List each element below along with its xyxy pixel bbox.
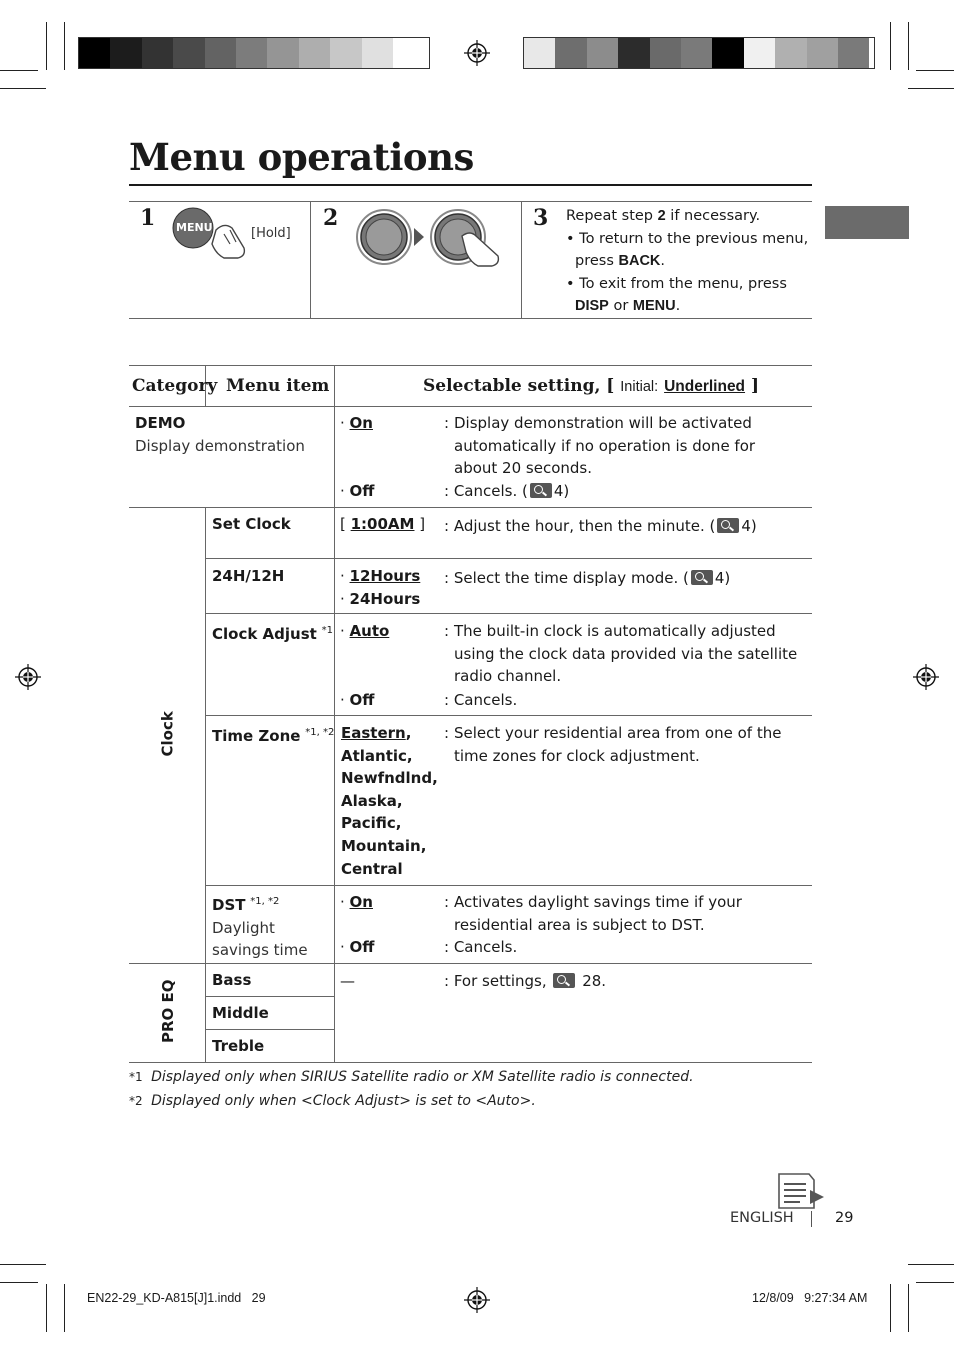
- demo-category: DEMO Display demonstration: [135, 414, 305, 455]
- time-zone-item: Time Zone $^{*1, *2}$: [212, 727, 335, 745]
- clock-adjust-off: · Off: [340, 691, 375, 709]
- clock-adjust-auto-desc: : The built-in clock is automatically adjusted using the clock data provided via the satellite radio channel.: [444, 622, 798, 686]
- step-3-text: Repeat step 2 if necessary. • To return to the previous menu, press BACK. • To exit from the menu, press DISP or MENU.: [566, 208, 809, 314]
- set-clock-item: Set Clock: [212, 515, 291, 533]
- steps-bottom-rule: [129, 318, 812, 319]
- magnifier-icon: [553, 973, 575, 988]
- dst-on-desc: : Activates daylight savings time if your residential area is subject to DST.: [444, 893, 742, 934]
- crop-mark: [908, 1284, 909, 1332]
- color-swatch: [205, 38, 236, 68]
- step-3-number: 3: [533, 205, 549, 231]
- dst-item: DST $^{*1, *2}$ Daylight savings time: [212, 896, 308, 960]
- color-swatch: [79, 38, 110, 68]
- crop-mark: [0, 88, 46, 89]
- crop-mark: [916, 70, 954, 71]
- color-swatch: [362, 38, 393, 68]
- registration-mark-icon: [464, 40, 490, 66]
- table-row-rule: [129, 507, 812, 508]
- color-swatch: [712, 38, 743, 68]
- table-row-rule: [205, 885, 812, 886]
- table-row-rule: [129, 963, 812, 964]
- color-swatch: [807, 38, 838, 68]
- crop-mark: [890, 22, 891, 70]
- set-clock-value: [ 1:00AM ]: [340, 515, 426, 533]
- menu-button-label: MENU: [176, 221, 213, 234]
- crop-mark: [908, 22, 909, 70]
- page-language: ENGLISH: [730, 1210, 794, 1226]
- table-row-rule: [205, 613, 812, 614]
- color-swatch: [555, 38, 586, 68]
- document-continue-icon: [776, 1172, 826, 1212]
- eq-bass-item: Bass: [212, 971, 252, 989]
- table-row-rule: [205, 715, 812, 716]
- table-header-rule: [129, 406, 812, 407]
- table-bottom-rule: [129, 1062, 812, 1063]
- crop-mark: [0, 70, 38, 71]
- color-swatch: [110, 38, 141, 68]
- hold-label: [Hold]: [251, 226, 291, 241]
- eq-middle-item: Middle: [212, 1004, 269, 1022]
- registration-mark-icon: [913, 664, 939, 690]
- crop-mark: [64, 22, 65, 70]
- color-swatch: [299, 38, 330, 68]
- crop-mark: [890, 1284, 891, 1332]
- crop-mark: [908, 88, 954, 89]
- color-swatch: [236, 38, 267, 68]
- table-col-rule: [334, 365, 335, 1062]
- control-dial-icon: [352, 206, 512, 270]
- registration-mark-icon: [464, 1287, 490, 1313]
- magnifier-icon: [691, 570, 713, 585]
- color-calibration-bar-right: [523, 37, 875, 69]
- hour-format-desc: : Select the time display mode. ( 4): [444, 569, 731, 587]
- steps-divider: [310, 201, 311, 318]
- category-pro-eq: PRO EQ: [159, 979, 177, 1043]
- table-row-rule: [205, 1029, 334, 1030]
- magnifier-icon: [717, 518, 739, 533]
- set-clock-desc: : Adjust the hour, then the minute. ( 4): [444, 517, 757, 535]
- crop-mark: [0, 1264, 46, 1265]
- color-swatch: [775, 38, 806, 68]
- hour-format-item: 24H/12H: [212, 567, 285, 585]
- registration-mark-icon: [15, 664, 41, 690]
- header-menu-item: Menu item: [226, 376, 330, 396]
- steps-top-rule: [129, 201, 812, 202]
- page-number: 29: [835, 1210, 854, 1226]
- color-swatch: [267, 38, 298, 68]
- header-setting: Selectable setting, [ Initial: Underlined ]: [423, 376, 759, 396]
- color-swatch: [330, 38, 361, 68]
- clock-adjust-item: Clock Adjust $^{*1}$: [212, 625, 333, 643]
- crop-mark: [0, 1282, 38, 1283]
- color-swatch: [681, 38, 712, 68]
- table-col-rule: [205, 507, 206, 1062]
- color-swatch: [587, 38, 618, 68]
- color-swatch: [618, 38, 649, 68]
- menu-button-icon: [172, 208, 216, 250]
- color-swatch: [744, 38, 775, 68]
- demo-off-option: · Off: [340, 482, 375, 500]
- footer-separator: [811, 1211, 812, 1227]
- crop-mark: [46, 22, 47, 70]
- dst-on-option: · On: [340, 893, 373, 911]
- crop-mark: [908, 1264, 954, 1265]
- color-swatch: [393, 38, 424, 68]
- color-swatch: [142, 38, 173, 68]
- page-title: Menu operations: [129, 135, 474, 179]
- table-row-rule: [205, 996, 334, 997]
- hour-format-options: · 12Hours · 24Hours: [340, 567, 421, 608]
- header-category: Category: [132, 376, 218, 396]
- demo-off-desc: : Cancels. ( 4): [444, 482, 570, 500]
- eq-dash: —: [340, 972, 355, 990]
- step-2-number: 2: [323, 205, 339, 231]
- table-top-rule: [129, 365, 812, 366]
- dst-off-option: · Off: [340, 938, 375, 956]
- crop-mark: [64, 1284, 65, 1332]
- section-tab: [825, 206, 909, 239]
- slug-timestamp: 12/8/09 9:27:34 AM: [752, 1291, 868, 1305]
- title-rule: [129, 184, 812, 186]
- demo-on-option: · On: [340, 414, 373, 432]
- footnote-2: *2 Displayed only when <Clock Adjust> is set to <Auto>.: [129, 1093, 536, 1109]
- demo-on-desc: : Display demonstration will be activated automatically if no operation is done for about 20 seconds.: [444, 414, 756, 478]
- crop-mark: [916, 1282, 954, 1283]
- magnifier-icon: [530, 483, 552, 498]
- color-swatch: [838, 38, 869, 68]
- steps-divider: [521, 201, 522, 318]
- color-swatch: [650, 38, 681, 68]
- arrow-right-icon: [414, 228, 424, 246]
- category-clock: Clock: [158, 711, 177, 757]
- color-swatch: [173, 38, 204, 68]
- color-swatch: [524, 38, 555, 68]
- crop-mark: [46, 1284, 47, 1332]
- clock-adjust-auto: · Auto: [340, 622, 390, 640]
- table-row-rule: [205, 558, 812, 559]
- clock-adjust-off-desc: : Cancels.: [444, 691, 518, 709]
- eq-treble-item: Treble: [212, 1037, 265, 1055]
- time-zone-options: Eastern, Atlantic, Newfndlnd, Alaska, Pacific, Mountain, Central: [341, 724, 438, 878]
- slug-file: EN22-29_KD-A815[J]1.indd 29: [87, 1291, 266, 1305]
- footnote-1: *1 Displayed only when SIRIUS Satellite radio or XM Satellite radio is connected.: [129, 1069, 694, 1085]
- step-1-number: 1: [140, 205, 156, 231]
- color-calibration-bar-left: [78, 37, 430, 69]
- dst-off-desc: : Cancels.: [444, 938, 518, 956]
- eq-desc: : For settings, 28.: [444, 972, 607, 990]
- time-zone-desc: : Select your residential area from one of the time zones for clock adjustment.: [444, 724, 782, 765]
